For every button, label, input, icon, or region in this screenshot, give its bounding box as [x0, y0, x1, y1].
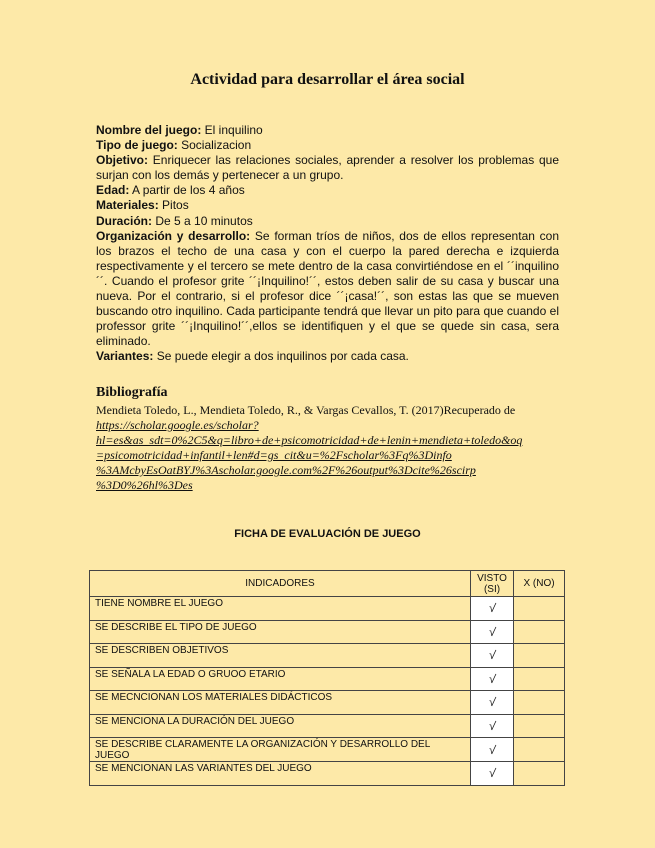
seen-cell	[471, 714, 514, 738]
game-organization-value: Se forman tríos de niños, dos de ellos representan con los brazos el techo de una casa y con el cuerpo la pared derecha e izquierda respectivamente y el tercero se mete dentro de la casa convirtiéndose en el ´´inquilino´´. Cuando el profesor grite ´´¡Inquilino!´´, estos deben salir de su casa y buscar una nueva. Por el contrario, si el profesor dice ´´¡casa!´´, son estas las que se mueven buscando otro inquilino. Cada participante tendrá que llevar un pito para que cuando el professor grite ´´¡Inquilino!´´,ellos se identifiquen y el que se quede sin casa, sera eliminado.	[96, 228, 559, 349]
indicator-cell: TIENE NOMBRE EL JUEGO	[90, 597, 471, 621]
header-indicators: INDICADORES	[90, 571, 471, 597]
table-row	[90, 597, 565, 621]
game-age-label: Edad:	[96, 183, 130, 198]
indicator-cell: SE DESCRIBE EL TIPO DE JUEGO	[90, 620, 471, 644]
indicator-cell: SE MENCIONAN LAS VARIANTES DEL JUEGO	[90, 762, 471, 786]
game-variants	[96, 349, 559, 364]
bibliography-link-line: https://scholar.google.es/scholar?	[96, 418, 259, 432]
seen-cell	[471, 667, 514, 691]
bibliography-link-line: hl=es&as_sdt=0%2C5&q=libro+de+psicomotricidad+de+lenin+mendieta+toledo&oq	[96, 433, 523, 447]
table-row	[90, 714, 565, 738]
check-icon: √	[487, 624, 497, 640]
seen-cell	[471, 597, 514, 621]
game-age	[96, 183, 559, 198]
seen-cell	[471, 738, 514, 762]
bibliography-link-line: =psicomotricidad+infantil+len#d=gs_cit&u=%2Fscholar%3Fq%3Dinfo	[96, 448, 452, 462]
page-title: Actividad para desarrollar el área social	[190, 71, 465, 88]
game-objective-value: Enriquecer las relaciones sociales, aprender a resolver los problemas que surjan con los demás y pertenecer a un grupo.	[96, 153, 559, 183]
bibliography-link[interactable]	[96, 418, 561, 493]
game-objective-label: Objetivo:	[96, 153, 149, 168]
check-icon: √	[487, 694, 497, 710]
no-cell	[514, 644, 565, 668]
bibliography-link-line: %3AMcbyEsOatBYJ%3Ascholar.google.com%2F%26output%3Dcite%26scirp	[96, 463, 476, 477]
check-icon: √	[487, 671, 497, 687]
game-type-value: Socializacion	[177, 138, 252, 153]
check-icon: √	[487, 765, 497, 781]
header-seen: VISTO (SI)	[471, 571, 514, 597]
seen-cell	[471, 691, 514, 715]
no-cell	[514, 762, 565, 786]
indicator-cell: SE DESCRIBEN OBJETIVOS	[90, 644, 471, 668]
table-row	[90, 644, 565, 668]
indicator-cell: SE MECNCIONAN LOS MATERIALES DIDÁCTICOS	[90, 691, 471, 715]
game-name-label: Nombre del juego:	[96, 123, 202, 137]
game-objective	[96, 153, 559, 183]
table-row	[90, 762, 565, 786]
table-row	[90, 738, 565, 762]
game-materials-label: Materiales:	[96, 198, 159, 213]
no-cell	[514, 667, 565, 691]
check-icon: √	[487, 600, 497, 616]
indicator-cell: SE MENCIONA LA DURACIÓN DEL JUEGO	[90, 714, 471, 738]
bibliography-entry	[96, 403, 561, 493]
game-age-value: A partir de los 4 años	[129, 183, 245, 198]
game-name	[96, 123, 559, 138]
evaluation-title: FICHA DE EVALUACIÓN DE JUEGO	[234, 528, 421, 540]
header-no: X (NO)	[514, 571, 565, 597]
game-materials-value: Pitos	[158, 198, 189, 213]
game-duration-value: De 5 a 10 minutos	[152, 213, 253, 228]
check-icon: √	[487, 742, 497, 757]
no-cell	[514, 714, 565, 738]
bibliography-link-line: %3D0%26hl%3Des	[96, 478, 193, 492]
table-row	[90, 691, 565, 715]
seen-cell	[471, 762, 514, 786]
table-row	[90, 667, 565, 691]
indicator-cell: SE SEÑALA LA EDAD O GRUOO ETARIO	[90, 667, 471, 691]
table-header-row	[90, 571, 565, 597]
game-description	[96, 123, 559, 365]
game-variants-value: Se puede elegir a dos inquilinos por cada casa.	[153, 349, 409, 364]
indicator-cell: SE DESCRIBE CLARAMENTE LA ORGANIZACIÓN Y DESARROLLO DEL JUEGO	[90, 738, 471, 762]
game-duration-label: Duración:	[96, 213, 153, 228]
game-variants-label: Variantes:	[96, 349, 154, 364]
seen-cell	[471, 620, 514, 644]
game-name-value: El inquilino	[201, 123, 263, 137]
game-organization-label: Organización y desarrollo:	[96, 228, 251, 243]
check-icon: √	[487, 718, 497, 734]
no-cell	[514, 620, 565, 644]
game-materials	[96, 198, 559, 213]
check-icon: √	[487, 647, 497, 663]
bibliography-heading: Bibliografía	[96, 385, 168, 400]
game-organization	[96, 229, 559, 350]
game-type	[96, 138, 559, 153]
no-cell	[514, 738, 565, 762]
seen-cell	[471, 644, 514, 668]
table-row	[90, 620, 565, 644]
no-cell	[514, 597, 565, 621]
no-cell	[514, 691, 565, 715]
evaluation-table	[89, 570, 565, 786]
game-duration	[96, 214, 559, 229]
bibliography-citation: Mendieta Toledo, L., Mendieta Toledo, R., & Vargas Cevallos, T. (2017)Recuperado de	[96, 403, 516, 417]
game-type-label: Tipo de juego:	[96, 138, 178, 153]
